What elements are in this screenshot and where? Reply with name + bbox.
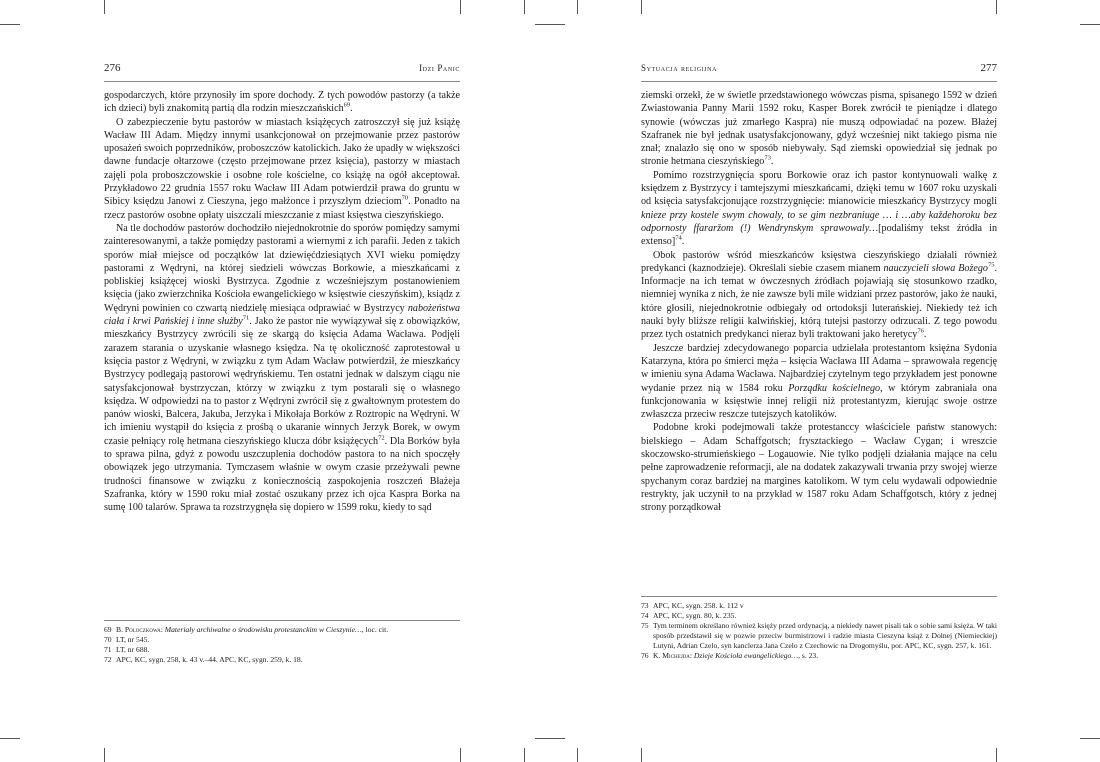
text-run: APC, KC, sygn. 80, k. 235. (653, 611, 737, 620)
footnote-number: 70 (104, 635, 112, 644)
footnotes (104, 620, 460, 665)
footnotes (641, 596, 997, 661)
text-run: . (923, 329, 927, 341)
text-run: . (770, 156, 774, 168)
crop-mark (996, 748, 997, 762)
running-head (641, 62, 997, 82)
author-name: B. Poloczkowa (116, 625, 161, 634)
author-name: K. Michejda (653, 651, 690, 660)
crop-mark (104, 748, 105, 762)
text-run: . Jako że pastor nie wywiązywał się z obowiązków, mieszkańcy Bystrzycy zwrócili się ze skargą do księcia Adama Wacława. Podjęli zarazem starania o uzyskanie własnego księdza. Na tę okoliczność zaprotestował u księcia pastor z Wędryni, w związku z tym Adam Wacław potwierdził, że mieszkańcy Bystrzycy podlegają pastorowi wędryńskiemu. Ten ostatni jednak w dalszym ciągu nie satysfakcjonował bystrzyczan, którzy w związku z tym postarali się o własnego księdza. W odpowiedzi na to pastor z Wędryni zwrócił się z gwałtownym protestem do panów wioski, Balcera, Jakuba, Jerzyka i Mikołaja Borków z Roztropic na Wędryni. W ich imieniu wystąpił do księcia z prośbą o ukaranie winnych Jerzyk Borek, w owym czasie pełniący rolę hetmana cieszyńskiego klucza dóbr książęcych (104, 316, 461, 447)
footnote-number: 72 (104, 655, 112, 664)
crop-mark (535, 738, 565, 739)
text-run: , s. 23. (798, 651, 819, 660)
text-run: Tym terminem określano również księży przed ordynacją, a niekiedy nawet pisali tak o sobie sami księża. W taki sposób przedstawił się w pozwie przeciw burmistrzowi i radzie miasta Cieszyna książ z Dolnej (Niemieckiej) Lutyni, Adrian Czelo, syn kanclerza Jana Czelo z Czechowic na Drogomyślu, por. APC, KC, sygn. 257, k. 161. (653, 621, 997, 650)
text-run: : (689, 651, 694, 660)
text-run: Pomimo rozstrzygnięcia sporu Borkowie oraz ich pastor kontynuowali walkę z księdzem z Bystrzycy i tamtejszymi mieszkańcami, dzięki temu w 1607 roku uzyskali od księcia satysfakcjonujące rozstrzygnięcie: mianowicie mieszkańcy Bystrzycy mogli (641, 169, 997, 208)
footnote-ref: 75 (987, 261, 995, 269)
crop-mark (460, 0, 461, 14)
footnote-number: 73 (641, 601, 649, 610)
crop-mark (524, 748, 525, 762)
page-number: 276 (104, 62, 121, 74)
text-run: gospodarczych, które przynosiły im spore dochody. Z tych powodów pastorzy (a także ich dzieci) byli znakomitą partią dla rodzin mieszczańskich (104, 90, 460, 115)
text-run: , w którym zabraniała ona funkcjonowania w księstwie innej religii niż protestantyzm, kierując swoje ostrze zwłaszcza przeciw reszcze tutejszych katolików. (641, 382, 998, 421)
footnote-number: 74 (641, 611, 649, 620)
crop-mark (577, 0, 578, 14)
crop-mark (535, 24, 565, 25)
running-head (104, 62, 460, 82)
italic-text: Porządku kościelnego (788, 382, 881, 394)
italic-text: nauczycieli słowa Bożego (883, 262, 988, 274)
text-run: . (350, 103, 353, 115)
text-run: . Dla Borków była to sprawa pilna, gdyż z powodu uszczuplenia dochodów pastora to na nich spoczęły obowiązek jego utrzymania. Tymczasem właśnie w owym czasie przeżywali pewne trudności finansowe w związku z koniecznością zaspokojenia roszczeń Błażeja Szafranka, który w 1590 roku miał zostać oszukany przez ich ojca Kaspra Borka na sumę 100 talarów. Sprawa ta rozstrzygnęła się dopiero w 1599 roku, kiedy to sąd (104, 435, 461, 514)
footnote-number: 71 (104, 645, 112, 654)
footnote-ref: 76 (917, 327, 924, 335)
text-run: LT, nr 545. (116, 635, 150, 644)
footnote-ref: 72 (378, 434, 385, 442)
footnote (104, 655, 460, 665)
crop-mark (0, 24, 20, 25)
text-run: [podaliśmy tekst źródła in extenso] (641, 222, 997, 248)
paragraph (104, 116, 460, 222)
running-title: Sytuacja religijna (641, 63, 718, 73)
body-text (104, 89, 460, 515)
footnote-ref: 69 (343, 101, 351, 109)
crop-mark (996, 0, 997, 14)
crop-mark (641, 0, 642, 14)
crop-mark (641, 748, 642, 762)
left-page (104, 62, 461, 664)
crop-mark (524, 0, 525, 14)
text-run: LT, nr 688. (116, 645, 150, 654)
paragraph (641, 89, 997, 169)
footnote (104, 625, 460, 635)
footnote (641, 621, 997, 651)
paragraph (104, 222, 460, 515)
italic-text: Materiały archiwalne o środowisku protestanckim w Cieszynie… (164, 625, 362, 634)
text-run: , loc. cit. (361, 625, 389, 634)
text-run: Na tle dochodów pastorów dochodziło niejednokrotnie do sporów pomiędzy samymi zainteresowanymi, a także pomiędzy pastorami a wiernymi z ich parafii. Jeden z takich sporów miał miejsce od początków lat dziewięćdziesiątych XVI wieku pomiędzy pastorami z Wędryni, na której siedzieli wówczas Borkowie, a mieszkańcami z pobliskiej książęcej wioski Bystrzyca. Zgodnie z wcześniejszym postanowieniem księcia (jako zwierzchnika Kościoła ewangelickiego w księstwie cieszyńskim), ksiądz z Wędryni powinien co czwartą niedzielę miesiąca odprawiać w Bystrzycy (104, 222, 460, 314)
paragraph (641, 342, 997, 422)
text-run: APC, KC, sygn. 258. k. 112 v (653, 601, 744, 610)
footnote (104, 635, 460, 645)
text-run: . Informacje na ich temat w ówczesnych źródłach pojawiają się stosunkowo rzadko, niemniej wynika z nich, że nie zawsze byli mile widziani przez pastorów, jako że nauki, które głosili, niejednokrotnie odbiegały od ortodoksji luterańskiej. Niekiedy też ich nauki były bliższe religii kalwińskiej, którą tutejsi pastorzy odrzucali. Z tego powodu przez tych ostatnich predykanci nieraz byli traktowani jako heretycy (641, 262, 997, 341)
footnote-number: 76 (641, 651, 649, 660)
paragraph (641, 249, 997, 342)
crop-mark (460, 748, 461, 762)
footnote (104, 645, 460, 655)
footnote-number: 69 (104, 625, 112, 634)
crop-mark (1080, 738, 1100, 739)
crop-mark (0, 738, 20, 739)
text-run: ziemski orzekł, że w świetle przedstawionego wówczas pisma, spisanego 1592 w dzień Zwiastowania Panny Marii 1592 roku, Kasper Borek zwrócił te pieniądze i dlatego synowie (wówczas już zmarłego Kaspra) nie muszą odpowiadać na pozew. Błażej Szafranek nie był jednak usatysfakcjonowany, gdyż wcześniej nikt takiego pisma nie znał; znalazło się ono w sposób niebywały. Sąd ziemski opowiedział się jednak po stronie hetmana cieszyńskiego (641, 90, 997, 168)
running-title: Idzi Panic (419, 63, 460, 73)
text-run: . (681, 236, 685, 248)
text-run: . Ponadto na rzecz pastorów osobne opłaty uiszczali mieszczanie z miast księstwa cieszyńskiego. (104, 196, 460, 221)
crop-mark (104, 0, 105, 14)
paragraph (641, 421, 997, 514)
text-run: : (160, 625, 165, 634)
footnote (641, 651, 997, 661)
text-run: Obok pastorów wśród mieszkańców księstwa cieszyńskiego działali również predykanci (kaznodzieje). Określali siebie czasem mianem (641, 249, 997, 274)
paragraph (104, 89, 460, 116)
paragraph (641, 169, 997, 249)
footnote-number: 75 (641, 621, 649, 630)
footnote-ref: 70 (401, 195, 409, 203)
footnote (641, 611, 997, 621)
crop-mark (1080, 24, 1100, 25)
text-run: Jeszcze bardziej zdecydowanego poparcia udzielała protestantom księżna Sydonia Katarzyna, która po śmierci męża – księcia Wacława III Adama – sprawowała regencję w imieniu syna Adama Wacława. Najbardziej czytelnym tego przykładem jest ponowne wydanie przez nią w 1584 roku (641, 342, 997, 394)
italic-text: Dzieje Kościoła ewangelickiego… (693, 651, 799, 660)
crop-mark (577, 748, 578, 762)
body-text (641, 89, 997, 515)
footnote-ref: 71 (242, 314, 250, 322)
italic-text: nabożeństwa ciała i krwi Pańskiej i inne służby (104, 302, 460, 328)
text-run: APC, KC, sygn. 258, k. 43 v.–44. APC, KC, sygn. 259, k. 18. (116, 655, 303, 664)
italic-text: knieze przy kostele swym chowaly, to se gim nezbraniuge … i …aby každehoroku bez odpornosty ffararžom (!) Wendrynskym sprawowaly… (641, 209, 997, 234)
footnote-ref: 74 (675, 234, 682, 242)
footnote (641, 601, 997, 611)
text-run: O zabezpieczenie bytu pastorów w miastach książęcych zatroszczył się już książę Wacław III Adam. Między innymi usankcjonował on przejmowanie przez pastorów uposażeń swoich poprzedników, proboszczów katolickich. Jako że upadły w większości dawne fundacje ołtarzowe (często przejmowane przez księcia), pastorzy w miastach zajęli pola proboszczowskie i osobne role kościelne, co książę na ogół akceptował. Przykładowo 22 grudnia 1557 roku Wacław III Adam potwierdził prawa do gruntu w Sibicy księdzu Janowi z Cieszyna, jego małżonce i przyszłym dzieciom (104, 116, 460, 208)
text-run: Podobne kroki podejmowali także protestanccy właściciele państw stanowych: bielskiego – Adam Schaffgotsch; frysztackiego – Wacław Cygan; i wreszcie skoczowsko-strumieńskiego – Logauowie. Nie tylko podjęli działania mające na celu pełne zaprowadzenie reformacji, ale na dodatek zakazywali trwania przy swojej wierze spychanym coraz bardziej na margines katolikom. W tym celu wydawali odpowiednie restrykty, jak uczynił to na przykład w 1587 roku Adam Schaffgotsch, który z jednej strony porządkował (641, 422, 997, 514)
page-number: 277 (980, 62, 997, 74)
footnote-ref: 73 (764, 155, 771, 163)
right-page (641, 62, 998, 660)
